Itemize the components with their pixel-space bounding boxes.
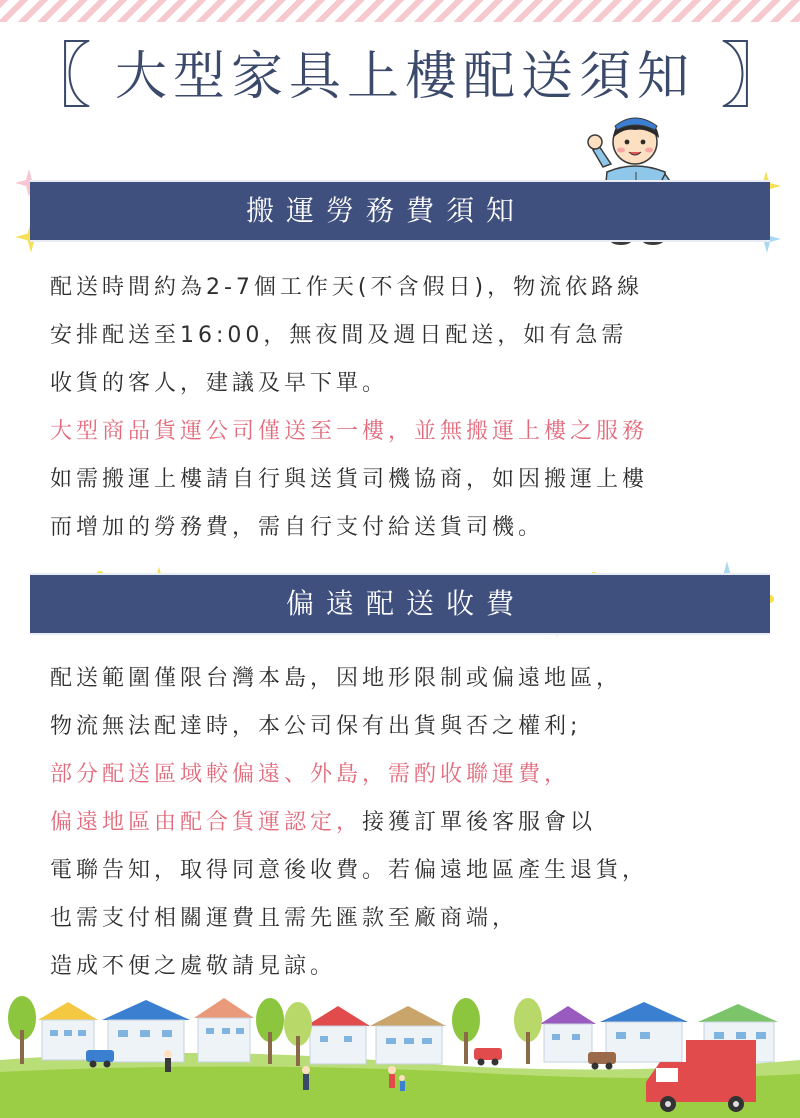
house-icon <box>194 998 254 1062</box>
body-line: 物流無法配達時，本公司保有出貨與否之權利; <box>50 714 582 739</box>
body-line: 配送時間約為2-7個工作天(不含假日)，物流依路線 <box>50 275 644 300</box>
tree-icon <box>8 996 36 1064</box>
body-line: 收貨的客人，建議及早下單。 <box>50 371 389 396</box>
highlight-text: 偏遠地區由配合貨運認定， <box>50 810 363 835</box>
section-heading-labor-fee <box>30 180 770 242</box>
body-line: 造成不便之處敬請見諒。 <box>50 954 337 979</box>
section-heading-remote-fee <box>30 573 770 635</box>
person-icon <box>302 1066 310 1090</box>
person-icon <box>388 1066 396 1088</box>
top-stripe-border <box>0 0 800 22</box>
body-line: 而增加的勞務費，需自行支付給送貨司機。 <box>50 515 545 540</box>
title-row <box>0 30 800 120</box>
body-line-highlight: 部分配送區域較偏遠、外島，需酌收聯運費， <box>50 762 571 787</box>
section-heading-text: 偏遠配送收費 <box>285 587 526 620</box>
body-line: 電聯告知，取得同意後收費。若偏遠地區產生退貨， <box>50 858 649 883</box>
page-title: 大型家具上樓配送須知 <box>114 47 695 107</box>
section-remote-fee-body <box>50 655 770 991</box>
house-icon <box>306 1006 370 1064</box>
left-bracket: 〖 <box>20 34 93 118</box>
tree-icon <box>514 998 542 1064</box>
person-icon <box>164 1050 172 1072</box>
town-scene-illustration <box>0 990 800 1118</box>
plain-text: 接獲訂單後客服會以 <box>362 810 597 835</box>
section-labor-fee-body <box>50 264 770 552</box>
section-heading-text: 搬運勞務費須知 <box>245 194 526 227</box>
body-line: 也需支付相關運費且需先匯款至廠商端， <box>50 906 519 931</box>
body-line-highlight: 大型商品貨運公司僅送至一樓，並無搬運上樓之服務 <box>50 419 649 444</box>
car-icon <box>588 1052 616 1070</box>
house-icon <box>370 1006 446 1064</box>
body-line: 配送範圍僅限台灣本島，因地形限制或偏遠地區， <box>50 666 623 691</box>
body-line: 如需搬運上樓請自行與送貨司機協商，如因搬運上樓 <box>50 467 649 492</box>
house-icon <box>102 1000 190 1062</box>
house-icon <box>540 1006 596 1062</box>
right-bracket: 〗 <box>720 34 793 118</box>
car-icon <box>474 1048 502 1066</box>
body-line: 安排配送至16:00，無夜間及週日配送，如有急需 <box>50 323 628 348</box>
body-line-mixed <box>50 799 770 847</box>
